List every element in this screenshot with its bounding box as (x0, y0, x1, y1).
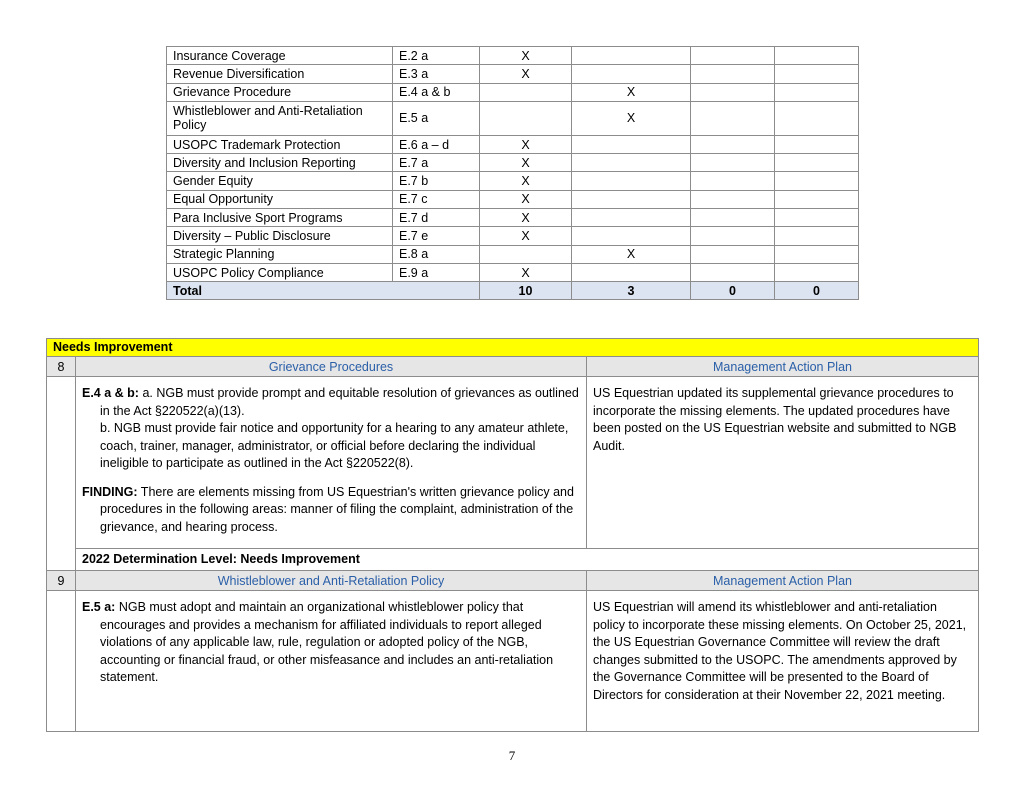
summary-col4-cell (775, 154, 859, 172)
item-9-plan-header: Management Action Plan (587, 571, 979, 591)
item-8-number: 8 (47, 357, 76, 377)
summary-row (167, 190, 859, 208)
summary-col3-cell (691, 154, 775, 172)
summary-item-cell: Para Inclusive Sport Programs (167, 209, 393, 227)
compliance-summary-table (166, 46, 859, 300)
item-8-req-b: b. NGB must provide fair notice and opportunity for a hearing to any amateur athlete, coach, trainer, manager, administrator, or official before declaring the individual ineligible to participate as outlined in the Act §220522(8). (100, 421, 569, 470)
summary-col3-cell (691, 209, 775, 227)
summary-item-cell: Equal Opportunity (167, 190, 393, 208)
summary-col1-cell (480, 83, 572, 101)
section-row (47, 339, 979, 357)
summary-item-cell: Gender Equity (167, 172, 393, 190)
summary-col1-cell: X (480, 172, 572, 190)
summary-row (167, 245, 859, 263)
summary-col4-cell (775, 65, 859, 83)
summary-item-cell: USOPC Trademark Protection (167, 135, 393, 153)
item-8-header-row (47, 357, 979, 377)
item-9-spacer (47, 591, 76, 732)
summary-ref-cell: E.5 a (393, 101, 480, 135)
summary-row (167, 209, 859, 227)
summary-row (167, 47, 859, 65)
summary-total-row (167, 282, 859, 300)
summary-col2-cell (572, 65, 691, 83)
summary-row (167, 65, 859, 83)
summary-row (167, 154, 859, 172)
item-9-req (82, 599, 580, 687)
summary-col2-cell (572, 227, 691, 245)
summary-col4-cell (775, 101, 859, 135)
summary-col4-cell (775, 209, 859, 227)
summary-col2-cell (572, 135, 691, 153)
summary-col3-cell (691, 65, 775, 83)
item-8-title: Grievance Procedures (76, 357, 587, 377)
summary-col1-cell (480, 101, 572, 135)
summary-col3-cell (691, 172, 775, 190)
summary-ref-cell: E.7 d (393, 209, 480, 227)
summary-col2-cell (572, 190, 691, 208)
summary-col1-cell: X (480, 227, 572, 245)
item-9-action-plan: US Equestrian will amend its whistleblower and anti-retaliation policy to incorporate these missing elements. On October 25, 2021, the US Equestrian Governance Committee will review the draft changes submitted to the USOPC. The amendments approved by the Governance Committee will be presented to the Board of Directors for consideration at their November 22, 2021 meeting. (587, 591, 979, 732)
summary-col4-cell (775, 190, 859, 208)
summary-col4-cell (775, 83, 859, 101)
summary-col1-cell: X (480, 209, 572, 227)
summary-col2-cell (572, 263, 691, 281)
summary-col4-cell (775, 263, 859, 281)
summary-total-col2: 3 (572, 282, 691, 300)
summary-row (167, 101, 859, 135)
summary-col1-cell: X (480, 263, 572, 281)
item-8-req-ref: E.4 a & b: (82, 386, 139, 400)
summary-item-cell: Insurance Coverage (167, 47, 393, 65)
summary-col1-cell: X (480, 135, 572, 153)
summary-item-cell: Diversity – Public Disclosure (167, 227, 393, 245)
summary-col2-cell: X (572, 101, 691, 135)
summary-col4-cell (775, 245, 859, 263)
summary-col2-cell (572, 47, 691, 65)
summary-col1-cell: X (480, 154, 572, 172)
item-9-req-text: NGB must adopt and maintain an organizational whistleblower policy that encourages and provides a mechanism for affiliated individuals to report alleged violations of any applicable law, rule, regulation or adopted policy of the NGB, accounting or financial fraud, or other misfeasance and includes an anti-retaliation statement. (100, 600, 554, 684)
item-9-req-ref: E.5 a: (82, 600, 116, 614)
summary-ref-cell: E.7 b (393, 172, 480, 190)
item-8-action-plan: US Equestrian updated its supplemental grievance procedures to incorporate the missing elements. The updated procedures have been posted on the US Equestrian website and submitted to NGB Audit. (587, 377, 979, 549)
item-8-req-a-text: a. NGB must provide prompt and equitable resolution of grievances as outlined in the Act §220522(a)(13). (100, 386, 579, 418)
summary-col4-cell (775, 227, 859, 245)
summary-ref-cell: E.6 a – d (393, 135, 480, 153)
summary-row (167, 263, 859, 281)
summary-col2-cell: X (572, 245, 691, 263)
item-8-requirement (76, 377, 587, 549)
summary-col2-cell: X (572, 83, 691, 101)
summary-ref-cell: E.7 a (393, 154, 480, 172)
summary-ref-cell: E.2 a (393, 47, 480, 65)
summary-col3-cell (691, 227, 775, 245)
summary-col3-cell (691, 263, 775, 281)
summary-ref-cell: E.9 a (393, 263, 480, 281)
item-9-number: 9 (47, 571, 76, 591)
summary-col2-cell (572, 209, 691, 227)
item-8-req-a (82, 385, 580, 420)
summary-item-cell: USOPC Policy Compliance (167, 263, 393, 281)
summary-col4-cell (775, 47, 859, 65)
summary-col1-cell (480, 245, 572, 263)
summary-item-cell: Revenue Diversification (167, 65, 393, 83)
summary-col1-cell: X (480, 190, 572, 208)
summary-col1-cell: X (480, 47, 572, 65)
item-8-finding-text: There are elements missing from US Equestrian's written grievance policy and procedures in the following areas: manner of filing the complaint, administration of the grievance, and hearing process. (100, 484, 574, 534)
summary-item-cell: Whistleblower and Anti-Retaliation Policy (167, 101, 393, 135)
item-8-finding (82, 484, 580, 537)
summary-ref-cell: E.8 a (393, 245, 480, 263)
summary-col2-cell (572, 154, 691, 172)
summary-col3-cell (691, 135, 775, 153)
summary-ref-cell: E.7 c (393, 190, 480, 208)
section-label: Needs Improvement (47, 339, 979, 357)
summary-row (167, 83, 859, 101)
item-8-plan-header: Management Action Plan (587, 357, 979, 377)
summary-col4-cell (775, 172, 859, 190)
summary-item-cell: Grievance Procedure (167, 83, 393, 101)
summary-col3-cell (691, 245, 775, 263)
summary-total-col3: 0 (691, 282, 775, 300)
item-8-determination: 2022 Determination Level: Needs Improvement (76, 549, 979, 571)
summary-row (167, 172, 859, 190)
summary-ref-cell: E.7 e (393, 227, 480, 245)
summary-col3-cell (691, 47, 775, 65)
page-number: 7 (508, 748, 516, 763)
summary-col3-cell (691, 83, 775, 101)
item-8-determination-row (47, 549, 979, 571)
summary-ref-cell: E.3 a (393, 65, 480, 83)
summary-col4-cell (775, 135, 859, 153)
summary-item-cell: Strategic Planning (167, 245, 393, 263)
summary-total-label: Total (167, 282, 480, 300)
item-8-body-row (47, 377, 979, 549)
summary-col3-cell (691, 101, 775, 135)
summary-col2-cell (572, 172, 691, 190)
item-9-header-row (47, 571, 979, 591)
summary-row (167, 135, 859, 153)
summary-total-col4: 0 (775, 282, 859, 300)
item-9-title: Whistleblower and Anti-Retaliation Policy (76, 571, 587, 591)
summary-ref-cell: E.4 a & b (393, 83, 480, 101)
item-9-requirement (76, 591, 587, 732)
findings-table (46, 338, 979, 732)
summary-total-col1: 10 (480, 282, 572, 300)
summary-row (167, 227, 859, 245)
item-9-body-row (47, 591, 979, 732)
summary-item-cell: Diversity and Inclusion Reporting (167, 154, 393, 172)
summary-col1-cell: X (480, 65, 572, 83)
item-8-spacer (47, 377, 76, 571)
item-8-finding-label: FINDING: (82, 484, 138, 499)
summary-col3-cell (691, 190, 775, 208)
